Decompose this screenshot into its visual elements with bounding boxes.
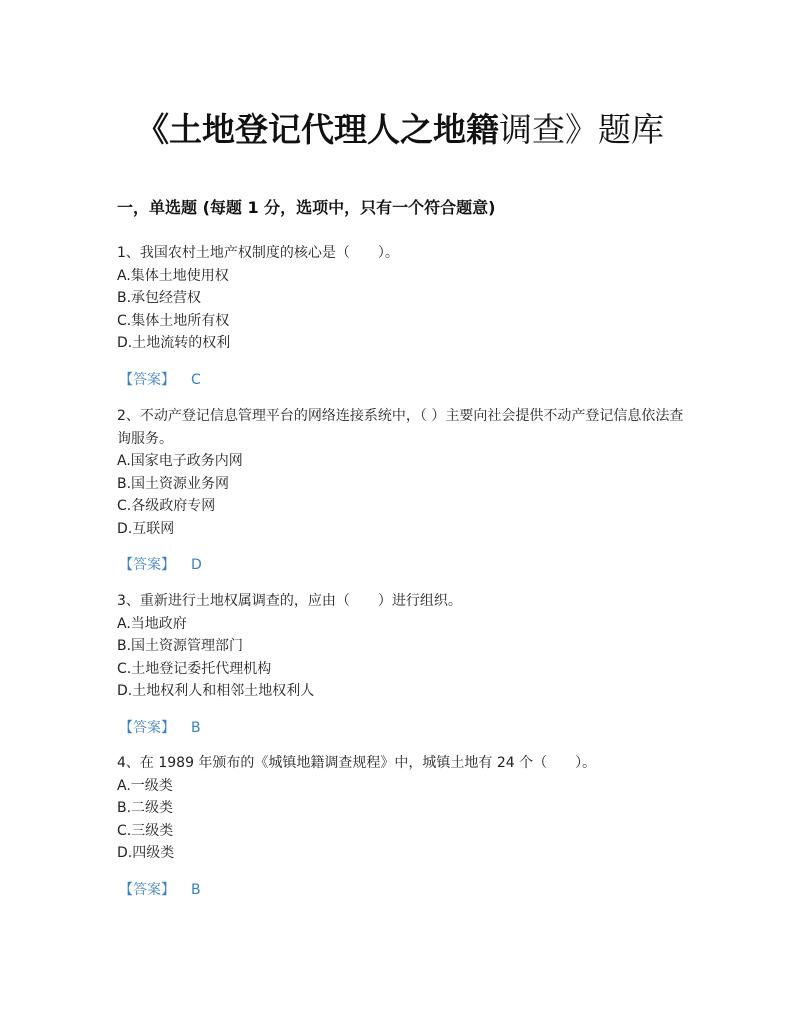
option-d: D.土地权利人和相邻土地权利人 [117,683,315,699]
option-c: C.各级政府专网 [117,498,216,514]
option-b: B.国土资源管理部门 [117,638,244,654]
option-b: B.承包经营权 [117,290,202,306]
answer-value: C [191,371,201,388]
option-d: D.互联网 [117,520,175,537]
document-title-bold: 《土地登记代理人之地籍 [136,110,499,149]
answer-value: B [191,719,201,736]
question-block [117,752,687,901]
question-block [117,242,687,391]
question-stem: 3、重新进行土地权属调查的，应由（ ）进行组织。 [117,593,462,609]
option-c: C.土地登记委托代理机构 [117,660,272,677]
question-stem: 4、在 1989 年颁布的《城镇地籍调查规程》中，城镇土地有 24 个（ ）。 [117,755,597,771]
question-block [117,405,687,576]
option-d: D.土地流转的权利 [117,335,231,351]
question-stem: 1、我国农村土地产权制度的核心是（ ）。 [117,245,399,261]
answer-line [117,369,687,391]
answer-line [117,554,687,576]
document-title [0,108,800,152]
option-a: A.一级类 [117,777,173,794]
answer-value: B [191,881,201,898]
answer-value: D [191,557,202,573]
option-c: C.集体土地所有权 [117,312,230,329]
question-stem: 2、不动产登记信息管理平台的网络连接系统中，（ ）主要向社会提供不动产登记信息依法查询服务。 [117,408,684,447]
answer-label: 【答案】 [119,557,175,573]
section-heading: 一，单选题 (每题 1 分，选项中，只有一个符合题意) [117,198,496,217]
option-d: D.四级类 [117,845,175,861]
option-b: B.国土资源业务网 [117,475,230,492]
answer-line [117,717,687,739]
answer-label: 【答案】 [119,719,175,736]
option-c: C.三级类 [117,822,174,839]
answer-label: 【答案】 [119,371,175,388]
option-b: B.二级类 [117,800,174,816]
question-block [117,590,687,739]
document-title-light: 调查》题库 [499,110,664,149]
answer-label: 【答案】 [119,881,175,898]
option-a: A.集体土地使用权 [117,267,229,284]
answer-line [117,879,687,901]
option-a: A.国家电子政务内网 [117,453,243,469]
option-a: A.当地政府 [117,615,187,632]
